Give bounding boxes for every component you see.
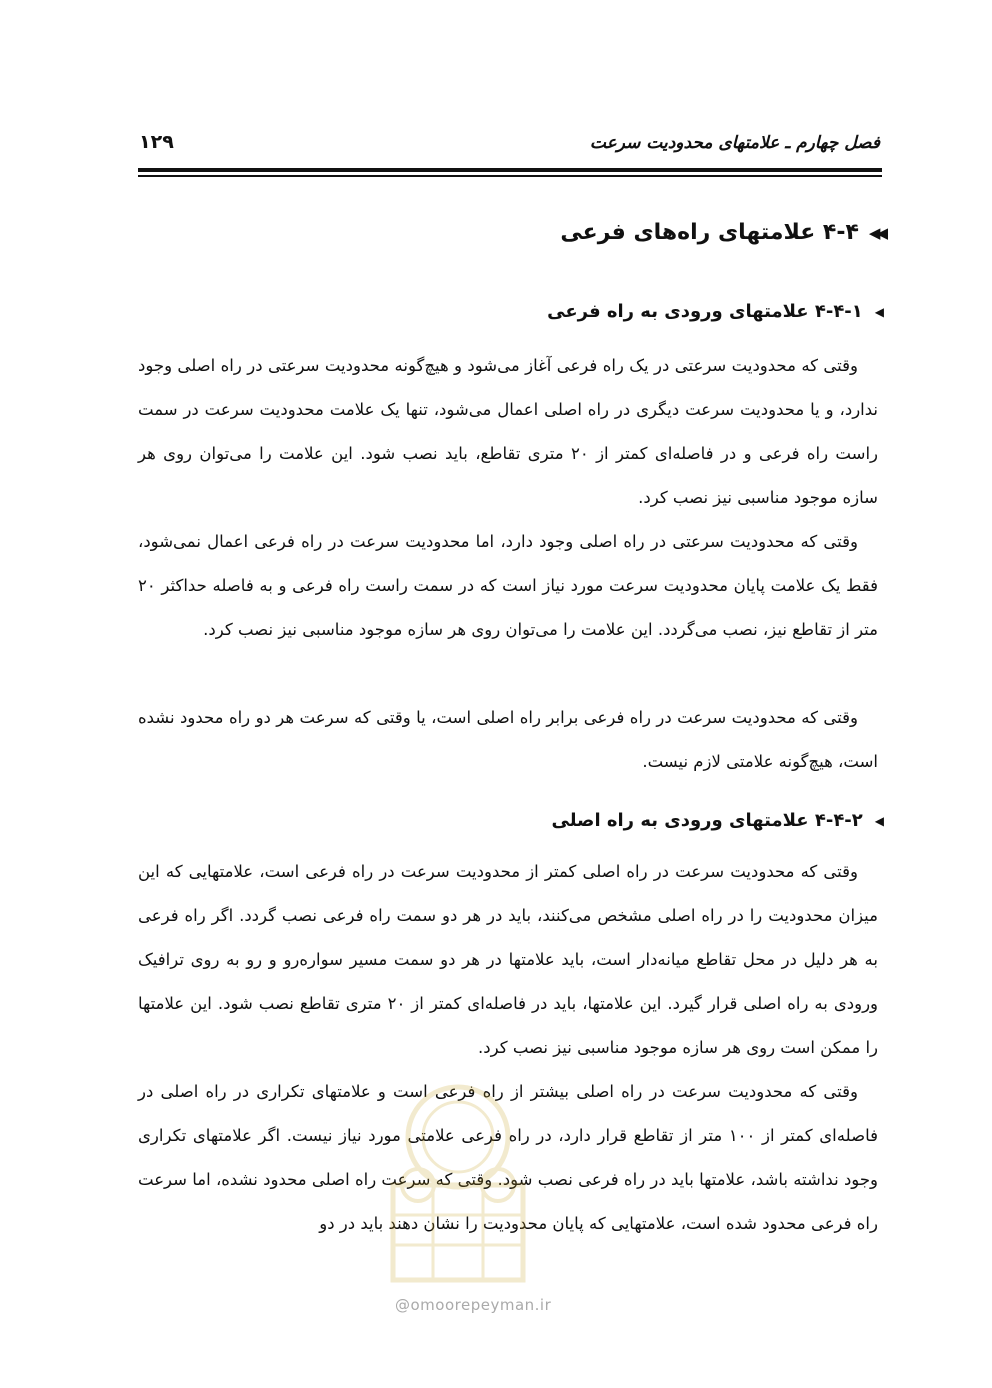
paragraph-text: وقتی که محدودیت سرعت در راه اصلی بیشتر از راه فرعی است و علامتهای تکراری در راه اصلی در فاصله‌ای کمتر از ۱۰۰ متر از تقاطع قرار دارد، در راه فرعی علامتی مورد نیاز نیست. اگر علامتهای تکراری وجود نداشته باشد، علامتها باید در راه فرعی نصب شود. وقتی که سرعت راه اصلی محدود نشده، اما سرعت راه فرعی محدود شده است، علامتهایی که پایان محدودیت را نشان دهند باید در دو (138, 1082, 878, 1233)
header-rule-thick (138, 168, 882, 172)
subsection-heading-text: ۴-۴-۱ علامتهای ورودی به راه فرعی (547, 301, 863, 322)
paragraph (138, 520, 878, 652)
paragraph-text: وقتی که محدودیت سرعت در راه اصلی کمتر از محدودیت سرعت در راه فرعی است، علامتهایی که این میزان محدودیت را در راه اصلی مشخص می‌کنند، باید در هر دو سمت راه فرعی نصب گردد. اگر راه فرعی به هر دلیل در محل تقاطع میانه‌دار است، باید علامتها در هر دو سمت مسیر سواره‌رو و رو به روی ترافیک ورودی به راه اصلی قرار گیرد. این علامتها، باید در فاصله‌ای کمتر از ۲۰ متری تقاطع نصب شود. این علامتها را ممکن است روی هر سازه موجود مناسبی نیز نصب کرد. (138, 862, 878, 1057)
subsection-heading-text: ۴-۴-۲ علامتهای ورودی به راه اصلی (551, 810, 863, 831)
subsection-heading-1 (547, 301, 884, 322)
paragraph-text: وقتی که محدودیت سرعتی در راه اصلی وجود دارد، اما محدودیت سرعت در راه فرعی اعمال نمی‌شود، فقط یک علامت پایان محدودیت سرعت مورد نیاز است که در سمت راست راه فرعی و به فاصله حداکثر ۲۰ متر از تقاطع نیز، نصب می‌گردد. این علامت را می‌توان روی هر سازه موجود مناسبی نیز نصب کرد. (138, 532, 878, 639)
section-heading-text: ۴-۴ علامتهای راه‌های فرعی (560, 220, 859, 245)
watermark-text: @omoorepeyman.ir (395, 1296, 552, 1314)
triangle-bullet-icon: ◀ (874, 304, 884, 319)
header-rule-thin (138, 175, 882, 177)
page-number: ۱۲۹ (139, 131, 174, 153)
triangle-bullet-icon: ◀ (874, 813, 884, 828)
running-header-title: فصل چهارم ـ علامتهای محدودیت سرعت (589, 133, 880, 153)
double-triangle-bullet-icon: ◀◀ (868, 223, 884, 242)
paragraph-text: وقتی که محدودیت سرعت در راه فرعی برابر راه اصلی است، یا وقتی که سرعت هر دو راه محدود نشده است، هیچ‌گونه علامتی لازم نیست. (138, 708, 878, 771)
subsection-heading-2 (552, 810, 885, 831)
paragraph (138, 344, 878, 520)
watermark-seal-icon (383, 1075, 533, 1285)
section-heading (560, 220, 884, 245)
paragraph-text: وقتی که محدودیت سرعتی در یک راه فرعی آغاز می‌شود و هیچ‌گونه محدودیت سرعتی در راه اصلی وجود ندارد، و یا محدودیت سرعت دیگری در راه اصلی اعمال می‌شود، تنها یک علامت محدودیت سرعت در سمت راست راه فرعی و در فاصله‌ای کمتر از ۲۰ متری تقاطع، باید نصب شود. این علامت را می‌توان روی هر سازه موجود مناسبی نیز نصب کرد. (138, 356, 878, 507)
paragraph (138, 696, 878, 784)
paragraph (138, 850, 878, 1070)
